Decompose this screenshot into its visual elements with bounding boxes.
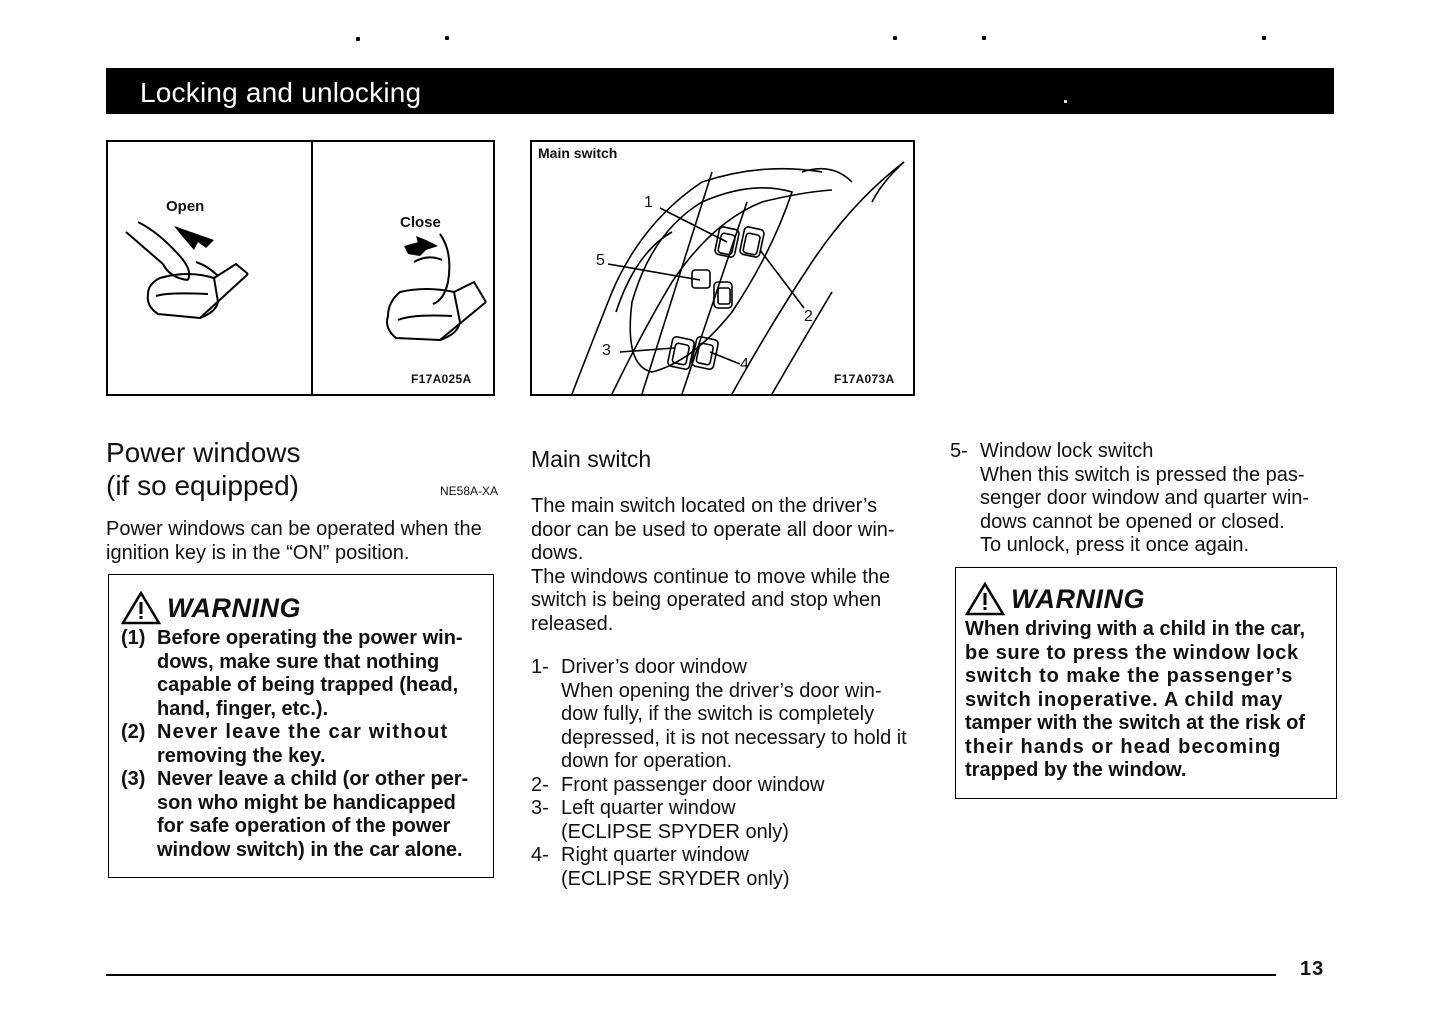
section-heading: Main switch [531,446,652,472]
text-line: The main switch located on the driver’s [531,495,878,517]
warning-label: WARNING [167,592,301,623]
callout-5: 5 [596,252,605,269]
warning-line: trapped by the window. [965,759,1187,781]
intro-line: Power windows can be operated when the [106,518,482,540]
item-title: Front passenger door window [561,773,825,796]
text-line: switch is being operated and stop when [531,589,882,611]
warning-box [955,567,1337,799]
text-line: dows. [531,542,584,564]
section-header-bar [106,68,1334,114]
figure-open-close [106,140,495,396]
intro-line: ignition key is in the “ON” position. [106,541,410,564]
item-line: depressed, it is not necessary to hold it [561,726,907,749]
list-item [531,656,923,774]
item-line: hand, finger, etc.). [157,697,329,720]
warning-line: When driving with a child in the car, [965,618,1306,640]
item-number: (3) [121,768,146,790]
item-line: senger door window and quarter win- [980,487,1310,509]
scan-speck [893,36,897,40]
item-line: window switch) in the car alone. [157,838,463,861]
item-title: Left quarter window [561,797,736,819]
scan-speck [982,36,986,40]
item-line: (ECLIPSE SPYDER only) [561,820,789,843]
warning-label: WARNING [1011,583,1145,614]
close-label: Close [400,214,441,231]
list-item [531,774,923,798]
section-heading [106,436,498,502]
item-number: 2- [531,773,549,796]
item-line: dows, make sure that nothing [157,650,440,673]
warning-text [965,618,1328,783]
item-number: 1- [531,656,549,678]
warning-header [965,582,1328,616]
scan-speck [356,37,360,41]
main-switch-illustration [532,142,913,394]
figure-title: Main switch [538,145,618,161]
item-line: Never leave a child (or other per- [157,768,469,790]
warning-line: switch inoperative. A child may [965,688,1284,711]
warning-item [121,721,483,768]
switch-list [531,656,923,891]
callout-2: 2 [804,308,813,325]
column-power-windows [106,436,498,565]
item-title: Right quarter window [561,844,749,866]
item-title: Window lock switch [980,440,1154,462]
item-number: (1) [121,627,146,649]
heading-line-2: (if so equipped) [106,470,300,501]
item-number: (2) [121,721,146,743]
page-number: 13 [1300,958,1325,980]
item-line: dow fully, if the switch is completely [561,703,875,725]
item-line: When opening the driver’s door win- [561,679,882,702]
list-item [531,844,923,891]
callout-1: 1 [644,194,653,211]
warning-line: be sure to press the window lock [965,641,1299,664]
item-line: To unlock, press it once again. [980,534,1250,556]
item-line: (ECLIPSE SRYDER only) [561,867,790,890]
column-window-lock [950,440,1342,558]
warning-line: their hands or head becoming [965,735,1282,758]
text-line: released. [531,612,614,635]
item-number: 4- [531,844,549,866]
open-label: Open [166,198,205,215]
callout-3: 3 [602,342,611,359]
scan-speck [1064,100,1067,103]
warning-triangle-icon [121,591,161,625]
item-number: 3- [531,797,549,819]
figure-code: F17A025A [411,372,472,386]
warning-header [121,591,483,625]
item-line: Before operating the power win- [157,627,463,649]
list-item [950,440,1342,558]
warning-item [121,627,483,721]
paragraph [531,495,923,566]
item-line: son who might be handicapped [157,791,456,814]
figure-code: F17A073A [834,372,895,386]
warning-triangle-icon [965,582,1005,616]
item-line: removing the key. [157,744,326,767]
reference-code: NE58A-XA [439,484,498,498]
item-title: Driver’s door window [561,656,747,678]
scan-speck [1262,36,1266,40]
intro-paragraph [106,518,498,565]
heading-line-1: Power windows [106,437,301,468]
item-number: 5- [950,440,968,462]
item-line: Never leave the car without [157,721,449,743]
paragraph [531,566,923,637]
item-line: down for operation. [561,750,733,772]
scan-speck [445,36,449,40]
warning-item [121,768,483,862]
warning-line: tamper with the switch at the risk of [965,712,1306,734]
item-line: dows cannot be opened or closed. [980,510,1285,533]
warning-line: switch to make the passenger’s [965,665,1294,687]
footer-rule [106,974,1276,976]
warning-box [108,574,494,878]
column-main-switch [531,446,923,891]
list-item [531,797,923,844]
callout-4: 4 [740,356,749,373]
item-line: When this switch is pressed the pas- [980,463,1305,486]
item-line: capable of being trapped (head, [157,674,459,696]
warning-list [121,627,483,862]
figure-main-switch [530,140,915,396]
text-line: The windows continue to move while the [531,565,891,588]
switch-open-illustration [108,142,493,394]
section-title: Locking and unlocking [140,77,422,108]
item-line: for safe operation of the power [157,815,451,837]
text-line: door can be used to operate all door win- [531,518,895,541]
